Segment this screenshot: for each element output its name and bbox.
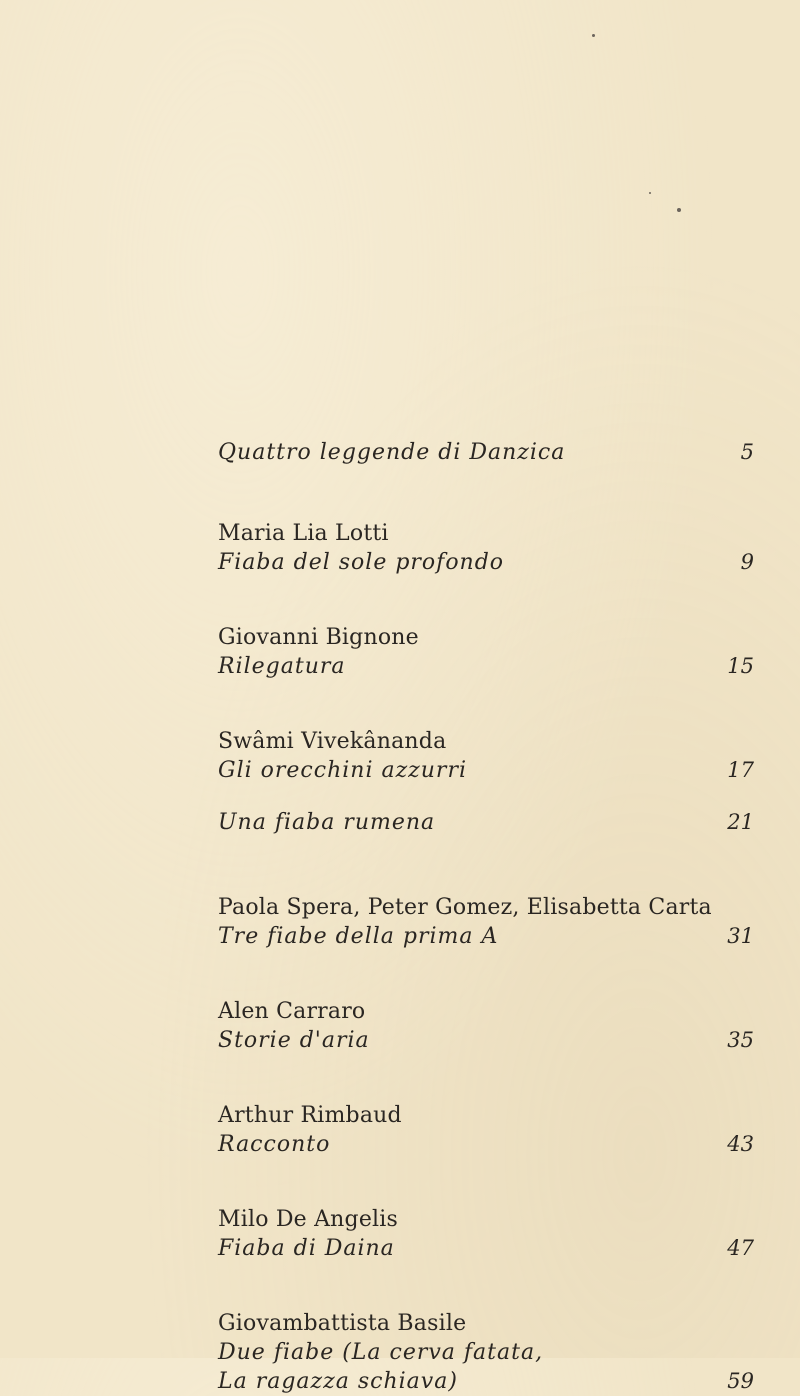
entry-title: Fiaba del sole profondo	[218, 550, 505, 575]
paper-speck	[649, 192, 651, 194]
entry-page-number: 59	[727, 1369, 754, 1393]
entry-author: Arthur Rimbaud	[218, 1103, 402, 1128]
entry-title: Rilegatura	[218, 654, 346, 679]
toc-entry	[218, 438, 754, 519]
entry-author: Alen Carraro	[218, 999, 366, 1024]
entry-page-number: 17	[727, 758, 754, 782]
toc-entry	[218, 1309, 754, 1396]
entry-title: Storie d'aria	[218, 1028, 370, 1053]
entry-page-number: 21	[727, 810, 754, 834]
entry-title: Quattro leggende di Danzica	[218, 440, 566, 465]
entry-page-number: 9	[740, 550, 754, 574]
entry-page-number: 31	[727, 924, 754, 948]
entry-page-number: 47	[727, 1236, 754, 1260]
toc-entry	[218, 727, 754, 808]
entry-author: Milo De Angelis	[218, 1207, 399, 1232]
entry-author: Swâmi Vivekânanda	[218, 729, 447, 754]
entry-title: Fiaba di Daina	[218, 1236, 395, 1261]
entry-page-number: 43	[727, 1132, 754, 1156]
entry-title-continuation: La ragazza schiava)	[218, 1369, 458, 1394]
entry-title: Racconto	[218, 1132, 331, 1157]
entry-page-number: 35	[727, 1028, 754, 1052]
toc-entry	[218, 623, 754, 727]
table-of-contents	[218, 438, 754, 1396]
toc-entry	[218, 1101, 754, 1205]
entry-page-number: 5	[740, 440, 754, 464]
entry-title: Due fiabe (La cerva fatata,	[218, 1340, 544, 1365]
entry-author: Paola Spera, Peter Gomez, Elisabetta Carta	[218, 895, 712, 920]
entry-author: Giovanni Bignone	[218, 625, 419, 650]
toc-entry	[218, 997, 754, 1101]
entry-author: Giovambattista Basile	[218, 1311, 467, 1336]
entry-title: Una fiaba rumena	[218, 810, 436, 835]
entry-page-number: 15	[727, 654, 754, 678]
toc-entry	[218, 808, 754, 893]
toc-entry	[218, 1205, 754, 1309]
toc-entry	[218, 519, 754, 623]
paper-speck	[592, 34, 595, 37]
entry-title: Gli orecchini azzurri	[218, 758, 468, 783]
paper-speck	[677, 208, 681, 212]
entry-title: Tre fiabe della prima A	[218, 924, 499, 949]
entry-author: Maria Lia Lotti	[218, 521, 389, 546]
toc-entry	[218, 893, 754, 997]
